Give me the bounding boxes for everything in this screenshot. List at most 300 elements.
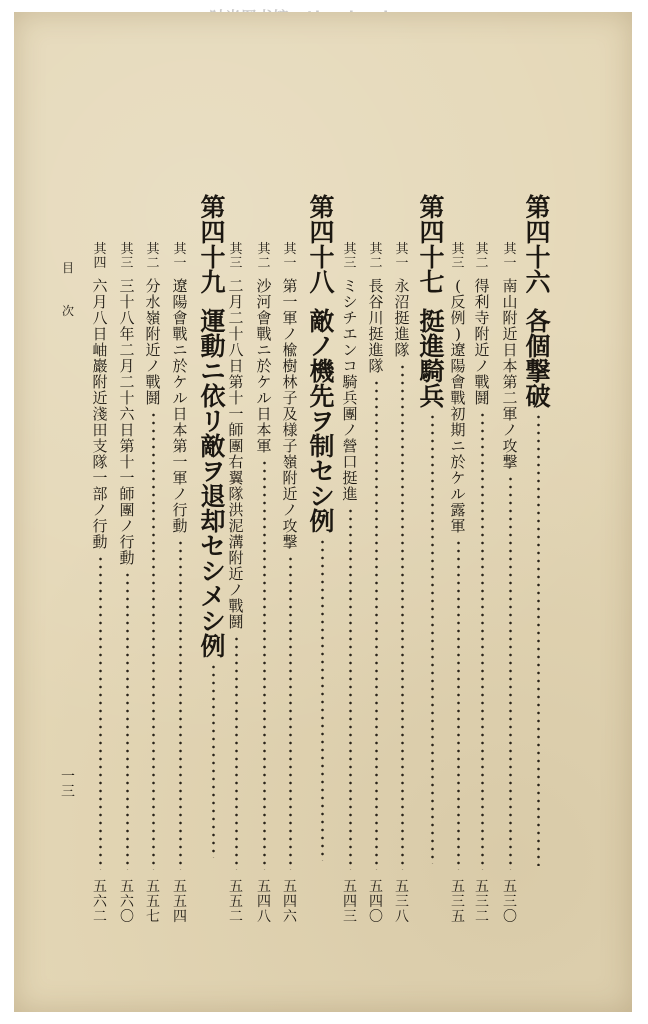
dot-leader (289, 555, 292, 870)
entry-title-char: 寺 (474, 309, 490, 327)
entry-title-char: ニ (256, 341, 272, 359)
toc-entry (255, 243, 273, 874)
entry-title-char: 進 (342, 485, 358, 503)
toc-entry (393, 243, 411, 874)
entry-title-char: 軍 (172, 469, 188, 487)
section-number-char: 九 (200, 268, 226, 297)
entry-label (475, 243, 488, 271)
page-number-char: 二 (475, 909, 489, 925)
entry-page-number (367, 880, 385, 925)
entry-title-char: 團 (119, 501, 135, 519)
entry-title-char: 十 (119, 389, 135, 407)
entry-title-char: ル (172, 389, 188, 407)
dot-leader (457, 539, 460, 870)
section-heading (200, 309, 225, 659)
entry-label (146, 243, 159, 271)
entry-title-char: ン (342, 341, 358, 359)
entry-title-char: 於 (450, 453, 466, 471)
page-number-char: 二 (93, 909, 107, 925)
entry-title-char: 軍 (450, 517, 466, 535)
section-number-char: 第 (419, 193, 445, 222)
entry-title-char: 利 (474, 293, 490, 311)
entry-title-char: 右 (228, 453, 244, 471)
entry-label-char: 四 (93, 256, 107, 271)
entry-title-char: 軍 (502, 405, 518, 423)
entry-title-char: 附 (145, 325, 161, 343)
page-number-char: 五 (146, 894, 160, 910)
section-number-char: 七 (419, 268, 445, 297)
entry-page-number (171, 880, 189, 925)
entry-title-char: 攻 (502, 437, 518, 455)
page-number-char: 五 (475, 879, 489, 895)
entry-title-char: 鬪 (228, 613, 244, 631)
page-number-char: 五 (257, 879, 271, 895)
section-number-char: 十 (419, 243, 445, 272)
entry-title-char: 月 (119, 357, 135, 375)
entry-label (229, 243, 242, 271)
entry-title-char: 近 (282, 485, 298, 503)
entry-label-char: 其 (173, 242, 187, 257)
page-number-char: 五 (173, 894, 187, 910)
entry-title (145, 279, 160, 407)
entry-title-char: 一 (282, 293, 298, 311)
section-heading-char: 破 (525, 382, 551, 411)
entry-title-char: 戰 (145, 373, 161, 391)
entry-title-char: 會 (450, 373, 466, 391)
entry-page-number (118, 880, 136, 925)
page-number-char: 五 (146, 879, 160, 895)
section-number (309, 195, 334, 295)
entry-title-char: 反 (450, 293, 466, 311)
entry-title-char: 行 (92, 517, 108, 535)
section-heading-char: 各 (525, 307, 551, 336)
entry-label-char: 三 (229, 256, 243, 271)
entry-page-number (255, 880, 273, 925)
entry-title-char: エ (342, 325, 358, 343)
section-heading-char: 敵 (200, 432, 226, 461)
entry-label-char: 二 (369, 256, 383, 271)
entry-title-char: 嶺 (145, 309, 161, 327)
entry-title-char: 附 (502, 309, 518, 327)
entry-title-char: 日 (502, 341, 518, 359)
entry-label (451, 243, 464, 271)
entry-title-char: 挺 (342, 469, 358, 487)
entry-title-char: 二 (228, 277, 244, 295)
section-heading-char: セ (309, 457, 335, 486)
entry-title-char: 挺 (368, 325, 384, 343)
entry-title-char: 二 (502, 389, 518, 407)
page-number-char: 八 (395, 909, 409, 925)
entry-label-char: 其 (451, 242, 465, 257)
entry-title-char: 挺 (394, 309, 410, 327)
entry-title-char: 騎 (342, 373, 358, 391)
entry-label (503, 243, 516, 271)
entry-title-char: 河 (256, 293, 272, 311)
book-page (14, 12, 632, 1012)
entry-title-char: ケ (256, 373, 272, 391)
entry-title (119, 279, 134, 567)
entry-title-char: 近 (228, 565, 244, 583)
entry-title-char: 本 (256, 421, 272, 439)
entry-title-char: 三 (119, 277, 135, 295)
entry-title-char: 及 (282, 405, 298, 423)
entry-title-char: 於 (256, 357, 272, 375)
entry-title-char: 得 (474, 277, 490, 295)
entry-title-char: 遼 (172, 277, 188, 295)
toc-entry (171, 243, 189, 874)
dot-leader (375, 379, 378, 870)
entry-title-char: 六 (92, 277, 108, 295)
dot-leader (349, 507, 352, 870)
section-heading-char: 退 (200, 482, 226, 511)
toc-entry (144, 243, 162, 874)
entry-title-char: 一 (228, 405, 244, 423)
section-title-column (200, 195, 226, 862)
entry-label-char: 其 (475, 242, 489, 257)
entry-title-char: 例 (450, 309, 466, 327)
page-number-char: 三 (503, 894, 517, 910)
entry-label-char: 二 (257, 256, 271, 271)
section-heading (419, 309, 444, 409)
entry-title-char: 會 (172, 309, 188, 327)
entry-title-char: 溝 (228, 533, 244, 551)
entry-title-char: 戰 (474, 373, 490, 391)
section-number-char: 四 (419, 218, 445, 247)
page-number-char: 五 (451, 909, 465, 925)
section-number-char: 六 (525, 268, 551, 297)
entry-title-char: 十 (119, 293, 135, 311)
dot-leader (537, 413, 540, 866)
entry-title-char: 淺 (92, 405, 108, 423)
entry-page-number (473, 880, 491, 925)
entry-title (256, 279, 271, 455)
page-number-char: 五 (173, 879, 187, 895)
entry-label-char: 其 (229, 242, 243, 257)
entry-title-char: ) (455, 325, 461, 343)
entry-title-char: 附 (92, 373, 108, 391)
toc-entry (367, 243, 385, 874)
section-heading (309, 309, 334, 534)
page-number-char: 五 (369, 879, 383, 895)
dot-leader (99, 555, 102, 870)
section-heading-char: 動 (200, 332, 226, 361)
entry-title-char: 樹 (282, 357, 298, 375)
section-heading-char: 依 (200, 382, 226, 411)
entry-title (92, 279, 107, 551)
entry-title-char: 軍 (256, 437, 272, 455)
section-number-char: 十 (200, 243, 226, 272)
section-number-char: 第 (200, 193, 226, 222)
section-title-column (419, 195, 445, 868)
entry-title-char: 戰 (228, 597, 244, 615)
entry-title-char: 近 (92, 389, 108, 407)
entry-title-char: 八 (92, 309, 108, 327)
entry-title-char: ノ (228, 581, 244, 599)
entry-title-char: 六 (119, 405, 135, 423)
page-number-char: 四 (257, 894, 271, 910)
section-title-column (309, 195, 335, 865)
dot-leader (263, 459, 266, 870)
entry-title-char: 遼 (450, 341, 466, 359)
entry-title-char: 翼 (228, 469, 244, 487)
toc-entry (118, 243, 136, 874)
entry-title-char: 十 (228, 325, 244, 343)
entry-title-char: 子 (282, 437, 298, 455)
section-heading-char: 制 (309, 432, 335, 461)
section-number-char: 第 (309, 193, 335, 222)
entry-title-char: 第 (172, 437, 188, 455)
page-number-char: 八 (257, 909, 271, 925)
entry-label (120, 243, 133, 271)
entry-title (394, 279, 409, 359)
entry-title-char: 陽 (172, 293, 188, 311)
page-number-char: 五 (343, 879, 357, 895)
dot-leader (126, 571, 129, 870)
entry-title-char: 動 (172, 517, 188, 535)
entry-title-char: 部 (92, 485, 108, 503)
section-number-char: 十 (525, 243, 551, 272)
section-heading-char: 機 (309, 357, 335, 386)
entry-title-char: 二 (119, 341, 135, 359)
entry-title-char: 沼 (394, 293, 410, 311)
entry-label-char: 其 (395, 242, 409, 257)
page-number-char: 二 (229, 909, 243, 925)
entry-title-char: 谷 (368, 293, 384, 311)
section-heading-char: ノ (309, 332, 335, 361)
entry-title-char: ノ (342, 421, 358, 439)
entry-label-char: 一 (503, 256, 517, 271)
entry-title-char: 泥 (228, 517, 244, 535)
entry-label-char: 三 (120, 256, 134, 271)
page-number-char: 五 (93, 879, 107, 895)
toc-entry (227, 243, 245, 874)
toc-entry (341, 243, 359, 874)
entry-title-char: 南 (502, 277, 518, 295)
entry-title-char: 本 (502, 357, 518, 375)
entry-title-char: 附 (228, 549, 244, 567)
entry-title-char: 進 (368, 341, 384, 359)
entry-title-char: 戰 (172, 325, 188, 343)
section-heading-char: 先 (309, 382, 335, 411)
section-heading-char: 敵 (309, 307, 335, 336)
entry-title-char: ノ (502, 421, 518, 439)
entry-label-char: 一 (283, 256, 297, 271)
page-number-char: 四 (173, 909, 187, 925)
entry-label (283, 243, 296, 271)
entry-title-char: 會 (256, 309, 272, 327)
page-number-char: 〇 (503, 909, 517, 925)
entry-title-char: 日 (228, 357, 244, 375)
page-number-char: 五 (120, 879, 134, 895)
page-number-char: 五 (503, 879, 517, 895)
page-number-char: 五 (283, 879, 297, 895)
section-heading-char: ヲ (200, 457, 226, 486)
entry-title-char: 本 (172, 421, 188, 439)
section-heading-char: リ (200, 407, 226, 436)
entry-title-char: ケ (172, 373, 188, 391)
page-number-char: 三 (343, 909, 357, 925)
entry-title-char: 期 (450, 421, 466, 439)
entry-title-char: 隊 (368, 357, 384, 375)
toc-entry (91, 243, 109, 874)
entry-label-char: 其 (120, 242, 134, 257)
section-heading-char: 例 (309, 507, 335, 536)
entry-title (474, 279, 489, 407)
section-heading-char: 兵 (419, 382, 445, 411)
entry-title-char: 嶺 (282, 453, 298, 471)
entry-title-char: 十 (119, 453, 135, 471)
entry-title-char: 水 (145, 293, 161, 311)
entry-label-char: 三 (343, 256, 357, 271)
section-heading-char: 騎 (419, 357, 445, 386)
entry-title-char: ノ (474, 357, 490, 375)
entry-label-char: 其 (257, 242, 271, 257)
section-heading-char: セ (200, 532, 226, 561)
running-head (60, 262, 76, 318)
entry-title-char: 戰 (256, 325, 272, 343)
entry-title-char: 露 (450, 501, 466, 519)
entry-title-char: 一 (92, 469, 108, 487)
entry-title-char: 初 (450, 405, 466, 423)
entry-title-char: 撃 (282, 533, 298, 551)
entry-title-char: 一 (172, 453, 188, 471)
entry-title (228, 279, 243, 631)
entry-page-number (449, 880, 467, 925)
entry-title-char: 永 (394, 277, 410, 295)
entry-title-char: 沙 (256, 277, 272, 295)
entry-title-char: 田 (92, 421, 108, 439)
page-number-char: 三 (395, 894, 409, 910)
entry-label (369, 243, 382, 271)
entry-title-char: 様 (282, 421, 298, 439)
entry-title-char: 行 (172, 501, 188, 519)
entry-title-char: ノ (172, 485, 188, 503)
section-number-char: 四 (200, 218, 226, 247)
section-number (200, 195, 225, 295)
entry-title-char: 陽 (450, 357, 466, 375)
entry-title-char: 月 (92, 293, 108, 311)
page-number-char: 四 (283, 894, 297, 910)
section-heading-char: 撃 (525, 357, 551, 386)
page-number-char: 六 (120, 894, 134, 910)
dot-leader (401, 363, 404, 870)
entry-label-char: 其 (93, 242, 107, 257)
entry-title-char: 八 (119, 309, 135, 327)
entry-title-char: 鬪 (145, 389, 161, 407)
entry-title-char: ノ (145, 357, 161, 375)
entry-page-number (501, 880, 519, 925)
entry-page-number (91, 880, 109, 925)
entry-label (93, 243, 106, 271)
entry-title-char: 團 (228, 437, 244, 455)
entry-label-char: 其 (369, 242, 383, 257)
entry-title-char: 第 (228, 373, 244, 391)
page-number-char: 〇 (369, 909, 383, 925)
entry-title-char: 年 (119, 325, 135, 343)
entry-title-char: 營 (342, 437, 358, 455)
entry-label-char: 其 (146, 242, 160, 257)
section-heading-char: ニ (200, 357, 226, 386)
section-number (525, 195, 550, 295)
entry-title-char: 於 (172, 357, 188, 375)
entry-title-char: 動 (92, 533, 108, 551)
entry-label (173, 243, 186, 271)
section-heading-char: シ (200, 557, 226, 586)
entry-title-char: 林 (282, 373, 298, 391)
entry-label-char: 一 (173, 256, 187, 271)
entry-title-char: 鬪 (474, 389, 490, 407)
entry-title-char: 月 (228, 293, 244, 311)
page-number-char: 四 (343, 894, 357, 910)
entry-page-number (341, 880, 359, 925)
entry-title-char: 近 (474, 341, 490, 359)
entry-label-char: 一 (395, 256, 409, 271)
page-number-char: 〇 (120, 909, 134, 925)
entry-title-char: 近 (502, 325, 518, 343)
folio-char: 一 (61, 769, 75, 785)
entry-title-char: ノ (282, 501, 298, 519)
entry-title-char: 行 (119, 533, 135, 551)
entry-label (395, 243, 408, 271)
entry-title-char: 子 (282, 389, 298, 407)
page-folio (60, 770, 76, 800)
entry-title-char: 師 (228, 421, 244, 439)
entry-label-char: 二 (146, 256, 160, 271)
entry-title-char: シ (342, 293, 358, 311)
dot-leader (235, 635, 238, 870)
entry-title-char: 二 (119, 373, 135, 391)
running-head-char: 目 (61, 261, 74, 275)
entry-title-char: ル (450, 485, 466, 503)
entry-title-char: ミ (342, 277, 358, 295)
toc-entry (281, 243, 299, 874)
entry-label-char: 三 (451, 256, 465, 271)
entry-title-char: ( (455, 277, 461, 295)
entry-title-char: 日 (256, 405, 272, 423)
toc-entry (449, 243, 467, 874)
dot-leader (321, 538, 324, 861)
entry-title-char: ケ (450, 469, 466, 487)
entry-title-char: 戰 (450, 389, 466, 407)
section-heading-char: 例 (200, 632, 226, 661)
entry-title-char: 團 (342, 405, 358, 423)
entry-page-number (393, 880, 411, 925)
entry-title-char: 二 (228, 309, 244, 327)
entry-title-char: 隊 (394, 341, 410, 359)
page-number-char: 五 (229, 879, 243, 895)
section-heading-char: 挺 (419, 307, 445, 336)
section-heading-char: ヲ (309, 407, 335, 436)
entry-title-char: 第 (282, 277, 298, 295)
page-number-char: 六 (93, 894, 107, 910)
entry-title-char: 攻 (282, 517, 298, 535)
entry-title-char: 日 (92, 325, 108, 343)
section-heading-char: 運 (200, 307, 226, 336)
page-number-char: 六 (283, 909, 297, 925)
dot-leader (481, 411, 484, 870)
entry-page-number (281, 880, 299, 925)
entry-title-char: ノ (282, 325, 298, 343)
entry-title-char: 巖 (92, 357, 108, 375)
entry-label (257, 243, 270, 271)
page-number-char: 七 (146, 909, 160, 925)
entry-label-char: 二 (475, 256, 489, 271)
entry-title-char: ニ (172, 341, 188, 359)
entry-title-char: 隊 (228, 485, 244, 503)
entry-title (450, 279, 465, 535)
entry-label-char: 其 (343, 242, 357, 257)
entry-title-char: 川 (368, 309, 384, 327)
